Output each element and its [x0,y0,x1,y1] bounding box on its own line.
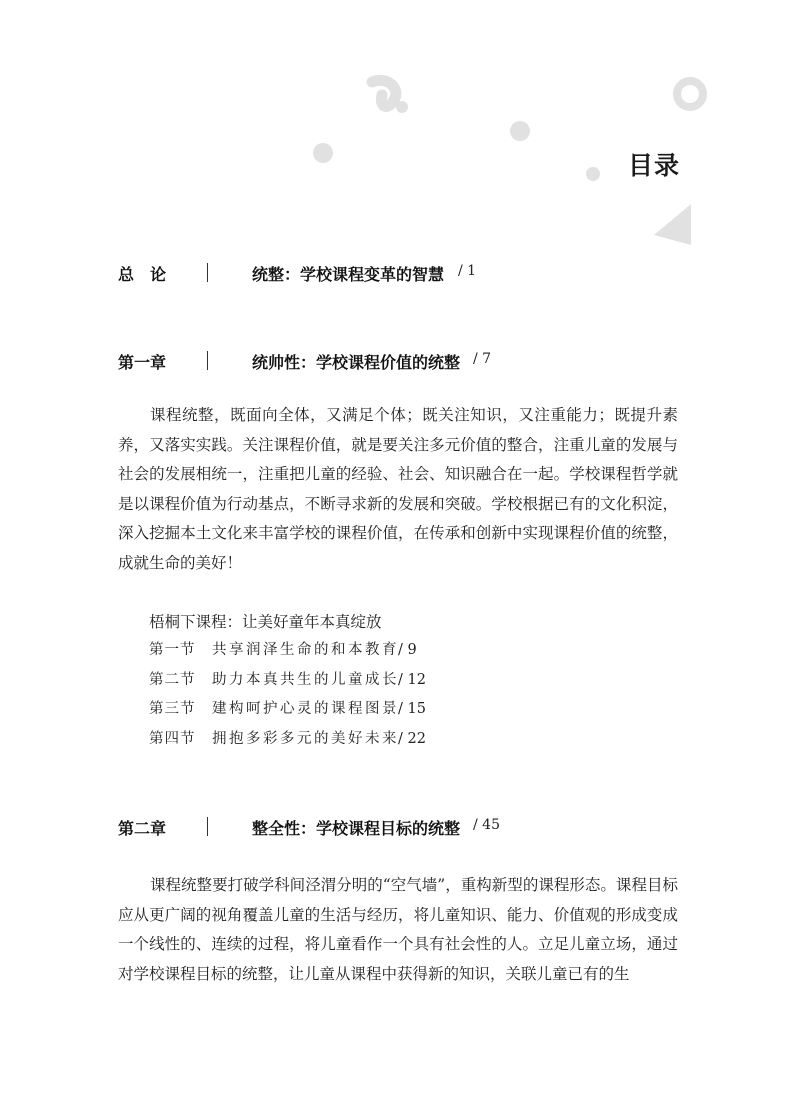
page-title: 目录 [628,151,681,180]
page-number: / 22 [398,730,426,747]
section-number: 第三节 [149,701,196,717]
deco-ring [677,81,703,107]
separator-bar [207,817,208,836]
deco-dot-mid [510,121,530,141]
deco-dot-right [586,167,600,181]
page-number: / 15 [398,701,426,717]
section-list [149,608,589,754]
chapter-summary: 课程统整要打破学科间泾渭分明的“空气墙”，重构新型的课程形态。课程目标应从更广阔的视角覆盖儿童的生活与经历，将儿童知识、能力、价值观的形成变成一个线性的、连续的过程，将儿童看作一个具有社会性的人。立足儿童立场，通过对学校课程目标的统整，让儿童从课程中获得新的知识，关联儿童已有的生 [118,876,678,983]
deco-dot-small [396,101,408,113]
page-number: / 1 [458,263,477,279]
chapter-label: 第二章 [118,819,167,838]
deco-triangle [654,204,691,245]
deco-dot-left [313,143,333,163]
squiggle-shape [372,80,396,106]
page-number: / 7 [473,351,492,367]
section-heading: 梧桐下课程：让美好童年本真绽放 [149,613,382,631]
section-number: 第二节 [149,671,196,688]
separator-bar [207,263,208,282]
toc-section-item[interactable] [149,695,589,725]
separator-bar [207,351,208,370]
page-number: / 45 [473,817,500,833]
chapter-title: 统帅性：学校课程价值的统整 [252,353,461,372]
section-name: 助力本真共生的儿童成长 [212,671,399,688]
section-name: 拥抱多彩多元的美好未来 [212,730,399,747]
page-number: / 9 [398,642,417,658]
chapter-label: 总 论 [118,265,167,284]
page-number: / 12 [398,671,426,688]
chapter-title: 统整：学校课程变革的智慧 [252,265,445,284]
section-number: 第四节 [149,730,196,747]
toc-section-item[interactable] [149,725,589,755]
section-number: 第一节 [149,642,196,658]
section-name: 建构呵护心灵的课程图景 [212,701,399,717]
section-name: 共享润泽生命的和本教育 [212,642,399,658]
chapter-summary: 课程统整，既面向全体，又满足个体；既关注知识，又注重能力；既提升素养，又落实实践。关注课程价值，就是要关注多元价值的整合，注重儿童的发展与社会的发展相统一，注重把儿童的经验、社会、知识融合在一起。学校课程哲学就是以课程价值为行动基点，不断寻求新的发展和突破。学校根据已有的文化积淀，深入挖掘本土文化来丰富学校的课程价值，在传承和创新中实现课程价值的统整，成就生命的美好！ [118,406,678,572]
chapter-title: 整全性：学校课程目标的统整 [252,819,461,838]
toc-section-item[interactable] [149,636,589,666]
chapter-label: 第一章 [118,353,167,372]
toc-section-item[interactable] [149,666,589,696]
